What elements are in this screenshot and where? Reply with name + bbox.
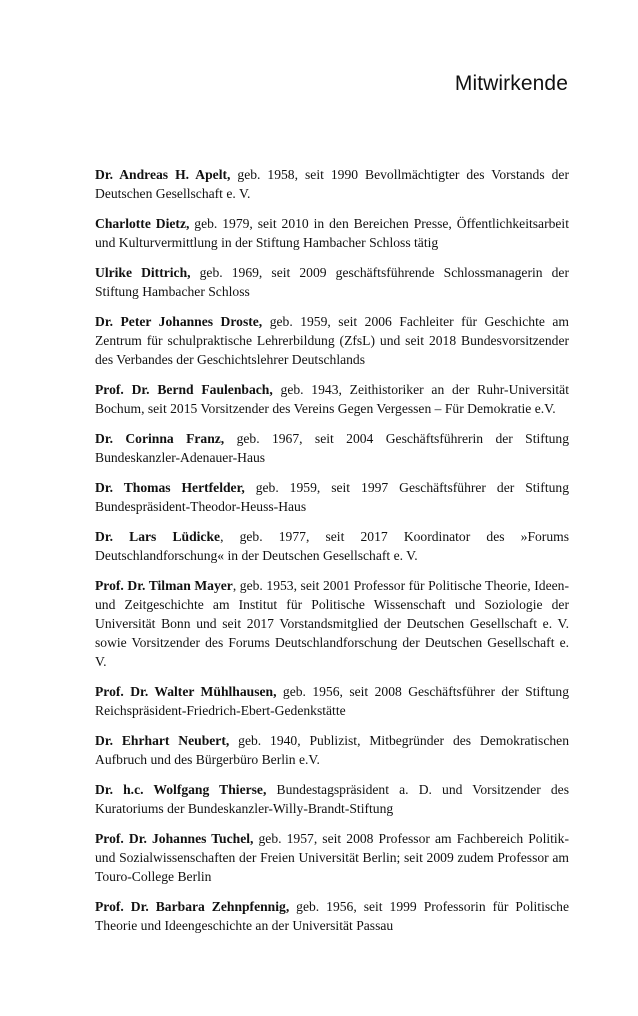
contributor-entry-hertfelder	[95, 478, 569, 516]
contributor-name: Prof. Dr. Barbara Zehnpfennig,	[95, 899, 290, 914]
contributor-entry-dietz	[95, 214, 569, 252]
contributor-bio: Bundestagspräsident a. D. und Vorsitzender des Kuratoriums der Bundeskanzler-Willy-Brandt-Stiftung	[95, 782, 570, 816]
contributor-entry-luedicke	[95, 527, 569, 565]
contributor-bio: geb. 1956, seit 1999 Professorin für Politische Theorie und Ideengeschichte an der Universität Passau	[95, 899, 570, 933]
contributor-bio: geb. 1957, seit 2008 Professor am Fachbereich Politik- und Sozialwissenschaften der Freien Universität Berlin; seit 2009 zudem Professor am Touro-College Berlin	[95, 831, 569, 884]
contributor-entry-faulenbach	[95, 380, 569, 418]
contributor-name: Dr. Andreas H. Apelt,	[95, 167, 231, 182]
contributor-name: Dr. Thomas Hertfelder,	[95, 480, 245, 495]
contributor-bio: geb. 1956, seit 2008 Geschäftsführer der Stiftung Reichspräsident-Friedrich-Ebert-Gedenkstätte	[95, 684, 569, 718]
contributor-list	[95, 165, 569, 946]
contributor-name: Dr. Ehrhart Neubert,	[95, 733, 230, 748]
contributor-bio: geb. 1959, seit 1997 Geschäftsführer der Stiftung Bundespräsident-Theodor-Heuss-Haus	[95, 480, 570, 514]
page-title: Mitwirkende	[454, 72, 568, 95]
contributor-entry-thierse	[95, 780, 569, 818]
contributor-name: Prof. Dr. Tilman Mayer	[95, 578, 233, 593]
contributor-name: Dr. Peter Johannes Droste,	[95, 314, 263, 329]
contributor-entry-muehlhausen	[95, 682, 569, 720]
contributor-bio: geb. 1969, seit 2009 geschäftsführende Schlossmanagerin der Stiftung Hambacher Schloss	[95, 265, 569, 299]
contributor-bio: geb. 1979, seit 2010 in den Bereichen Presse, Öffentlichkeitsarbeit und Kulturvermittlung in der Stiftung Hambacher Schloss tätig	[95, 216, 569, 250]
contributor-name: Prof. Dr. Bernd Faulenbach,	[95, 382, 273, 397]
contributor-entry-dittrich	[95, 263, 569, 301]
contributor-name: Charlotte Dietz,	[95, 216, 190, 231]
contributor-entry-droste	[95, 312, 569, 369]
contributor-entry-tuchel	[95, 829, 569, 886]
contributor-entry-mayer	[95, 576, 569, 671]
contributor-name: Dr. h.c. Wolfgang Thierse,	[95, 782, 267, 797]
contributor-entry-zehnpfennig	[95, 897, 569, 935]
contributor-name: Dr. Lars Lüdicke	[95, 529, 221, 544]
contributor-bio: geb. 1943, Zeithistoriker an der Ruhr-Universität Bochum, seit 2015 Vorsitzender des Vereins Gegen Vergessen – Für Demokratie e.V.	[95, 382, 569, 416]
contributor-bio: , geb. 1953, seit 2001 Professor für Politische Theorie, Ideen- und Zeitgeschichte am Institut für Politische Wissenschaft und Soziologie der Universität Bonn und seit 2017 Vorstandsmitglied der Deutschen Gesellschaft e. V. sowie Vorsitzender des Forums Deutschlandforschung der Deutschen Gesellschaft e. V.	[95, 578, 569, 669]
contributor-bio: geb. 1959, seit 2006 Fachleiter für Geschichte am Zentrum für schulpraktische Lehrerbildung (ZfsL) und seit 2018 Bundesvorsitzender des Verbandes der Geschichtslehrer Deutschlands	[95, 314, 569, 367]
contributor-name: Prof. Dr. Walter Mühlhausen,	[95, 684, 277, 699]
contributor-bio: geb. 1967, seit 2004 Geschäftsführerin der Stiftung Bundeskanzler-Adenauer-Haus	[95, 431, 569, 465]
contributor-bio: geb. 1958, seit 1990 Bevollmächtigter des Vorstands der Deutschen Gesellschaft e. V.	[95, 167, 569, 201]
contributor-name: Dr. Corinna Franz,	[95, 431, 225, 446]
contributor-bio: , geb. 1977, seit 2017 Koordinator des »Forums Deutschlandforschung« in der Deutschen Gesellschaft e. V.	[95, 529, 569, 563]
contributor-name: Ulrike Dittrich,	[95, 265, 191, 280]
contributor-bio: geb. 1940, Publizist, Mitbegründer des Demokratischen Aufbruch und des Bürgerbüro Berlin e.V.	[95, 733, 570, 767]
contributor-entry-neubert	[95, 731, 569, 769]
contributor-entry-apelt	[95, 165, 569, 203]
contributor-entry-franz	[95, 429, 569, 467]
contributor-name: Prof. Dr. Johannes Tuchel,	[95, 831, 254, 846]
